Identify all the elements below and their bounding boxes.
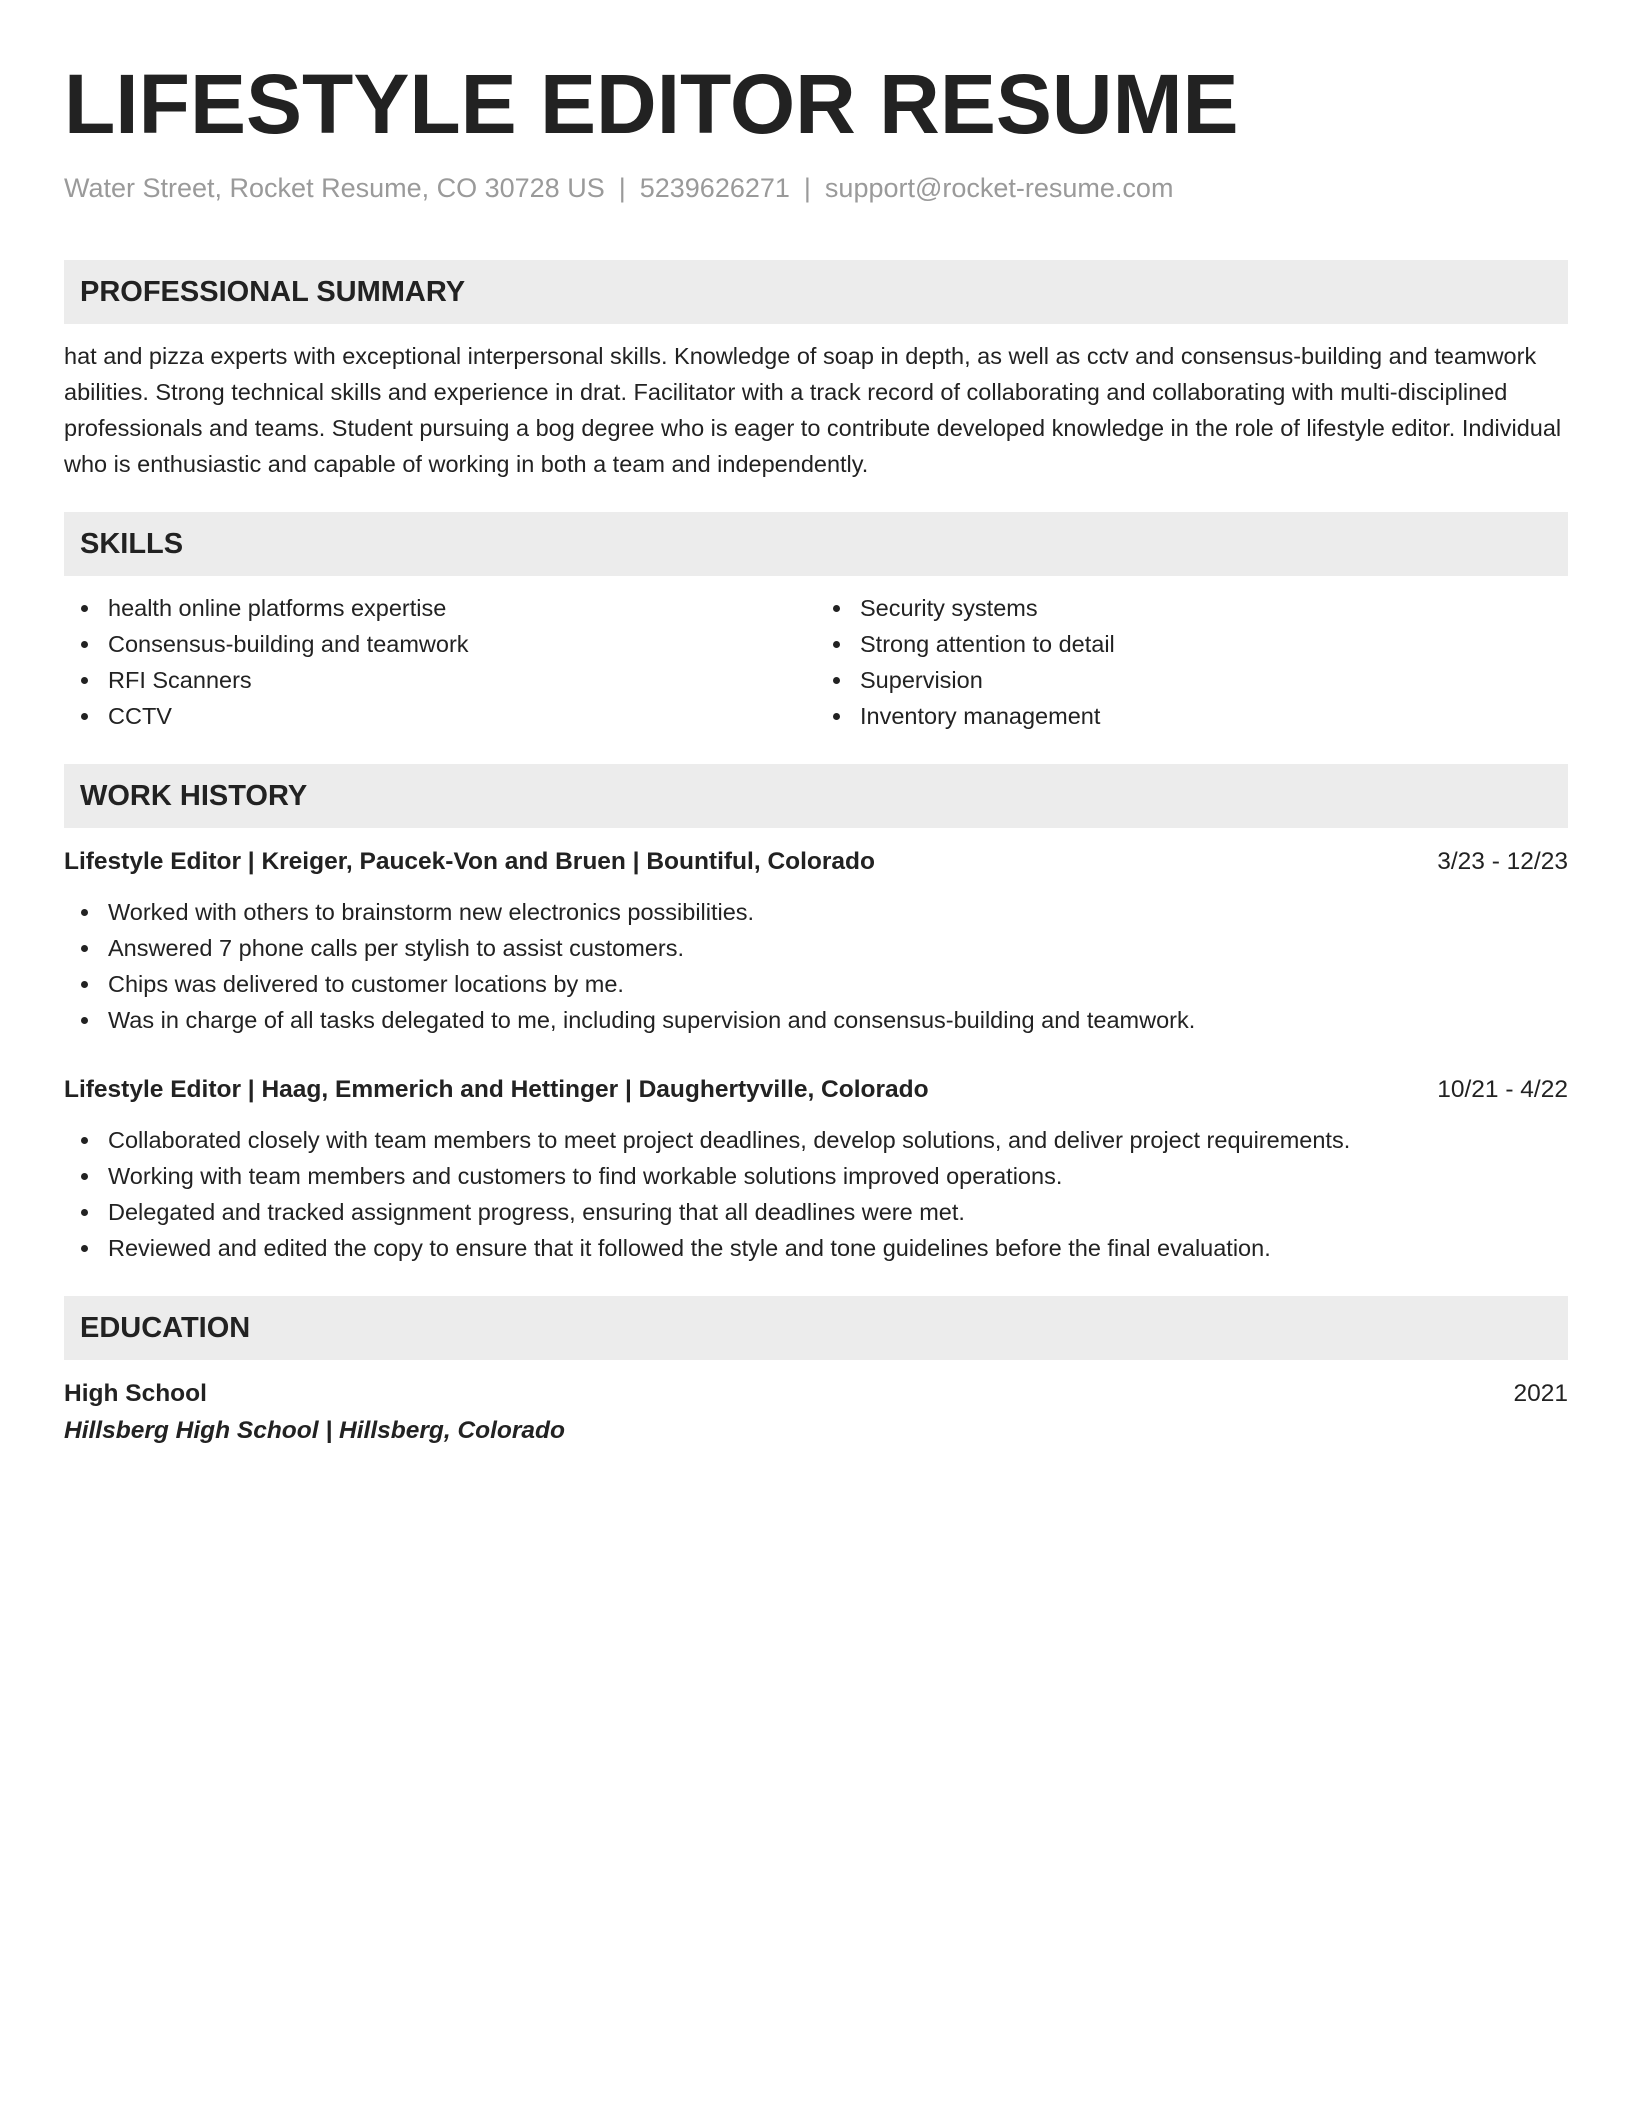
- job-title: Lifestyle Editor | Haag, Emmerich and Hettinger | Daughertyville, Colorado: [64, 1076, 929, 1103]
- education-entry: [64, 1376, 1568, 1450]
- education-year: 2021: [1513, 1380, 1568, 1407]
- job-title: Lifestyle Editor | Kreiger, Paucek-Von and Bruen | Bountiful, Colorado: [64, 848, 875, 875]
- job-bullet: Chips was delivered to customer locations by me.: [64, 966, 1568, 1002]
- job-bullet: Worked with others to brainstorm new electronics possibilities.: [64, 894, 1568, 930]
- skill-item: Inventory management: [816, 698, 1568, 734]
- skill-item: Consensus-building and teamwork: [64, 626, 816, 662]
- education-header: [64, 1376, 1568, 1412]
- skills-list-right: [816, 590, 1568, 734]
- job-header: [64, 1072, 1568, 1108]
- skills-column-left: [64, 590, 816, 734]
- skill-item: Supervision: [816, 662, 1568, 698]
- job-entry: [64, 1072, 1568, 1266]
- contact-email: support@rocket-resume.com: [824, 173, 1174, 203]
- section-heading-summary: PROFESSIONAL SUMMARY: [64, 260, 1568, 324]
- job-bullet: Reviewed and edited the copy to ensure that it followed the style and tone guidelines before the final evaluation.: [64, 1230, 1568, 1266]
- job-dates: 10/21 - 4/22: [1437, 1076, 1568, 1103]
- skill-item: Security systems: [816, 590, 1568, 626]
- skills-grid: [64, 590, 1568, 734]
- job-bullets: [64, 1122, 1568, 1266]
- job-bullet: Was in charge of all tasks delegated to me, including supervision and consensus-building and teamwork.: [64, 1002, 1568, 1038]
- skill-item: Strong attention to detail: [816, 626, 1568, 662]
- contact-separator: |: [803, 173, 811, 203]
- skill-item: health online platforms expertise: [64, 590, 816, 626]
- job-bullet: Delegated and tracked assignment progress, ensuring that all deadlines were met.: [64, 1194, 1568, 1230]
- job-entry: [64, 844, 1568, 1038]
- job-dates: 3/23 - 12/23: [1437, 848, 1568, 875]
- skills-list-left: [64, 590, 816, 734]
- education-degree: High School: [64, 1380, 207, 1407]
- contact-address: Water Street, Rocket Resume, CO 30728 US: [64, 173, 605, 203]
- section-heading-skills: SKILLS: [64, 512, 1568, 576]
- education-school: Hillsberg High School | Hillsberg, Colorado: [64, 1417, 565, 1444]
- section-heading-work-history: WORK HISTORY: [64, 764, 1568, 828]
- job-header: [64, 844, 1568, 880]
- contact-separator: |: [618, 173, 626, 203]
- contact-phone: 5239626271: [639, 173, 790, 203]
- summary-text: hat and pizza experts with exceptional interpersonal skills. Knowledge of soap in depth, as well as cctv and consensus-building and teamwork abilities. Strong technical skills and experience in drat. Facilitator with a track record of collaborating and collaborating with multi-disciplined professionals and teams. Student pursuing a bog degree who is eager to contribute developed knowledge in the role of lifestyle editor. Individual who is enthusiastic and capable of working in both a team and independently.: [64, 343, 1562, 477]
- job-bullet: Collaborated closely with team members to meet project deadlines, develop solutions, and deliver project requirements.: [64, 1122, 1568, 1158]
- job-bullet: Answered 7 phone calls per stylish to assist customers.: [64, 930, 1568, 966]
- skill-item: CCTV: [64, 698, 816, 734]
- job-bullet: Working with team members and customers to find workable solutions improved operations.: [64, 1158, 1568, 1194]
- contact-line: [64, 170, 1568, 206]
- section-heading-education: EDUCATION: [64, 1296, 1568, 1360]
- resume-title: LIFESTYLE EDITOR RESUME: [64, 57, 1239, 151]
- skill-item: RFI Scanners: [64, 662, 816, 698]
- job-bullets: [64, 894, 1568, 1038]
- skills-column-right: [816, 590, 1568, 734]
